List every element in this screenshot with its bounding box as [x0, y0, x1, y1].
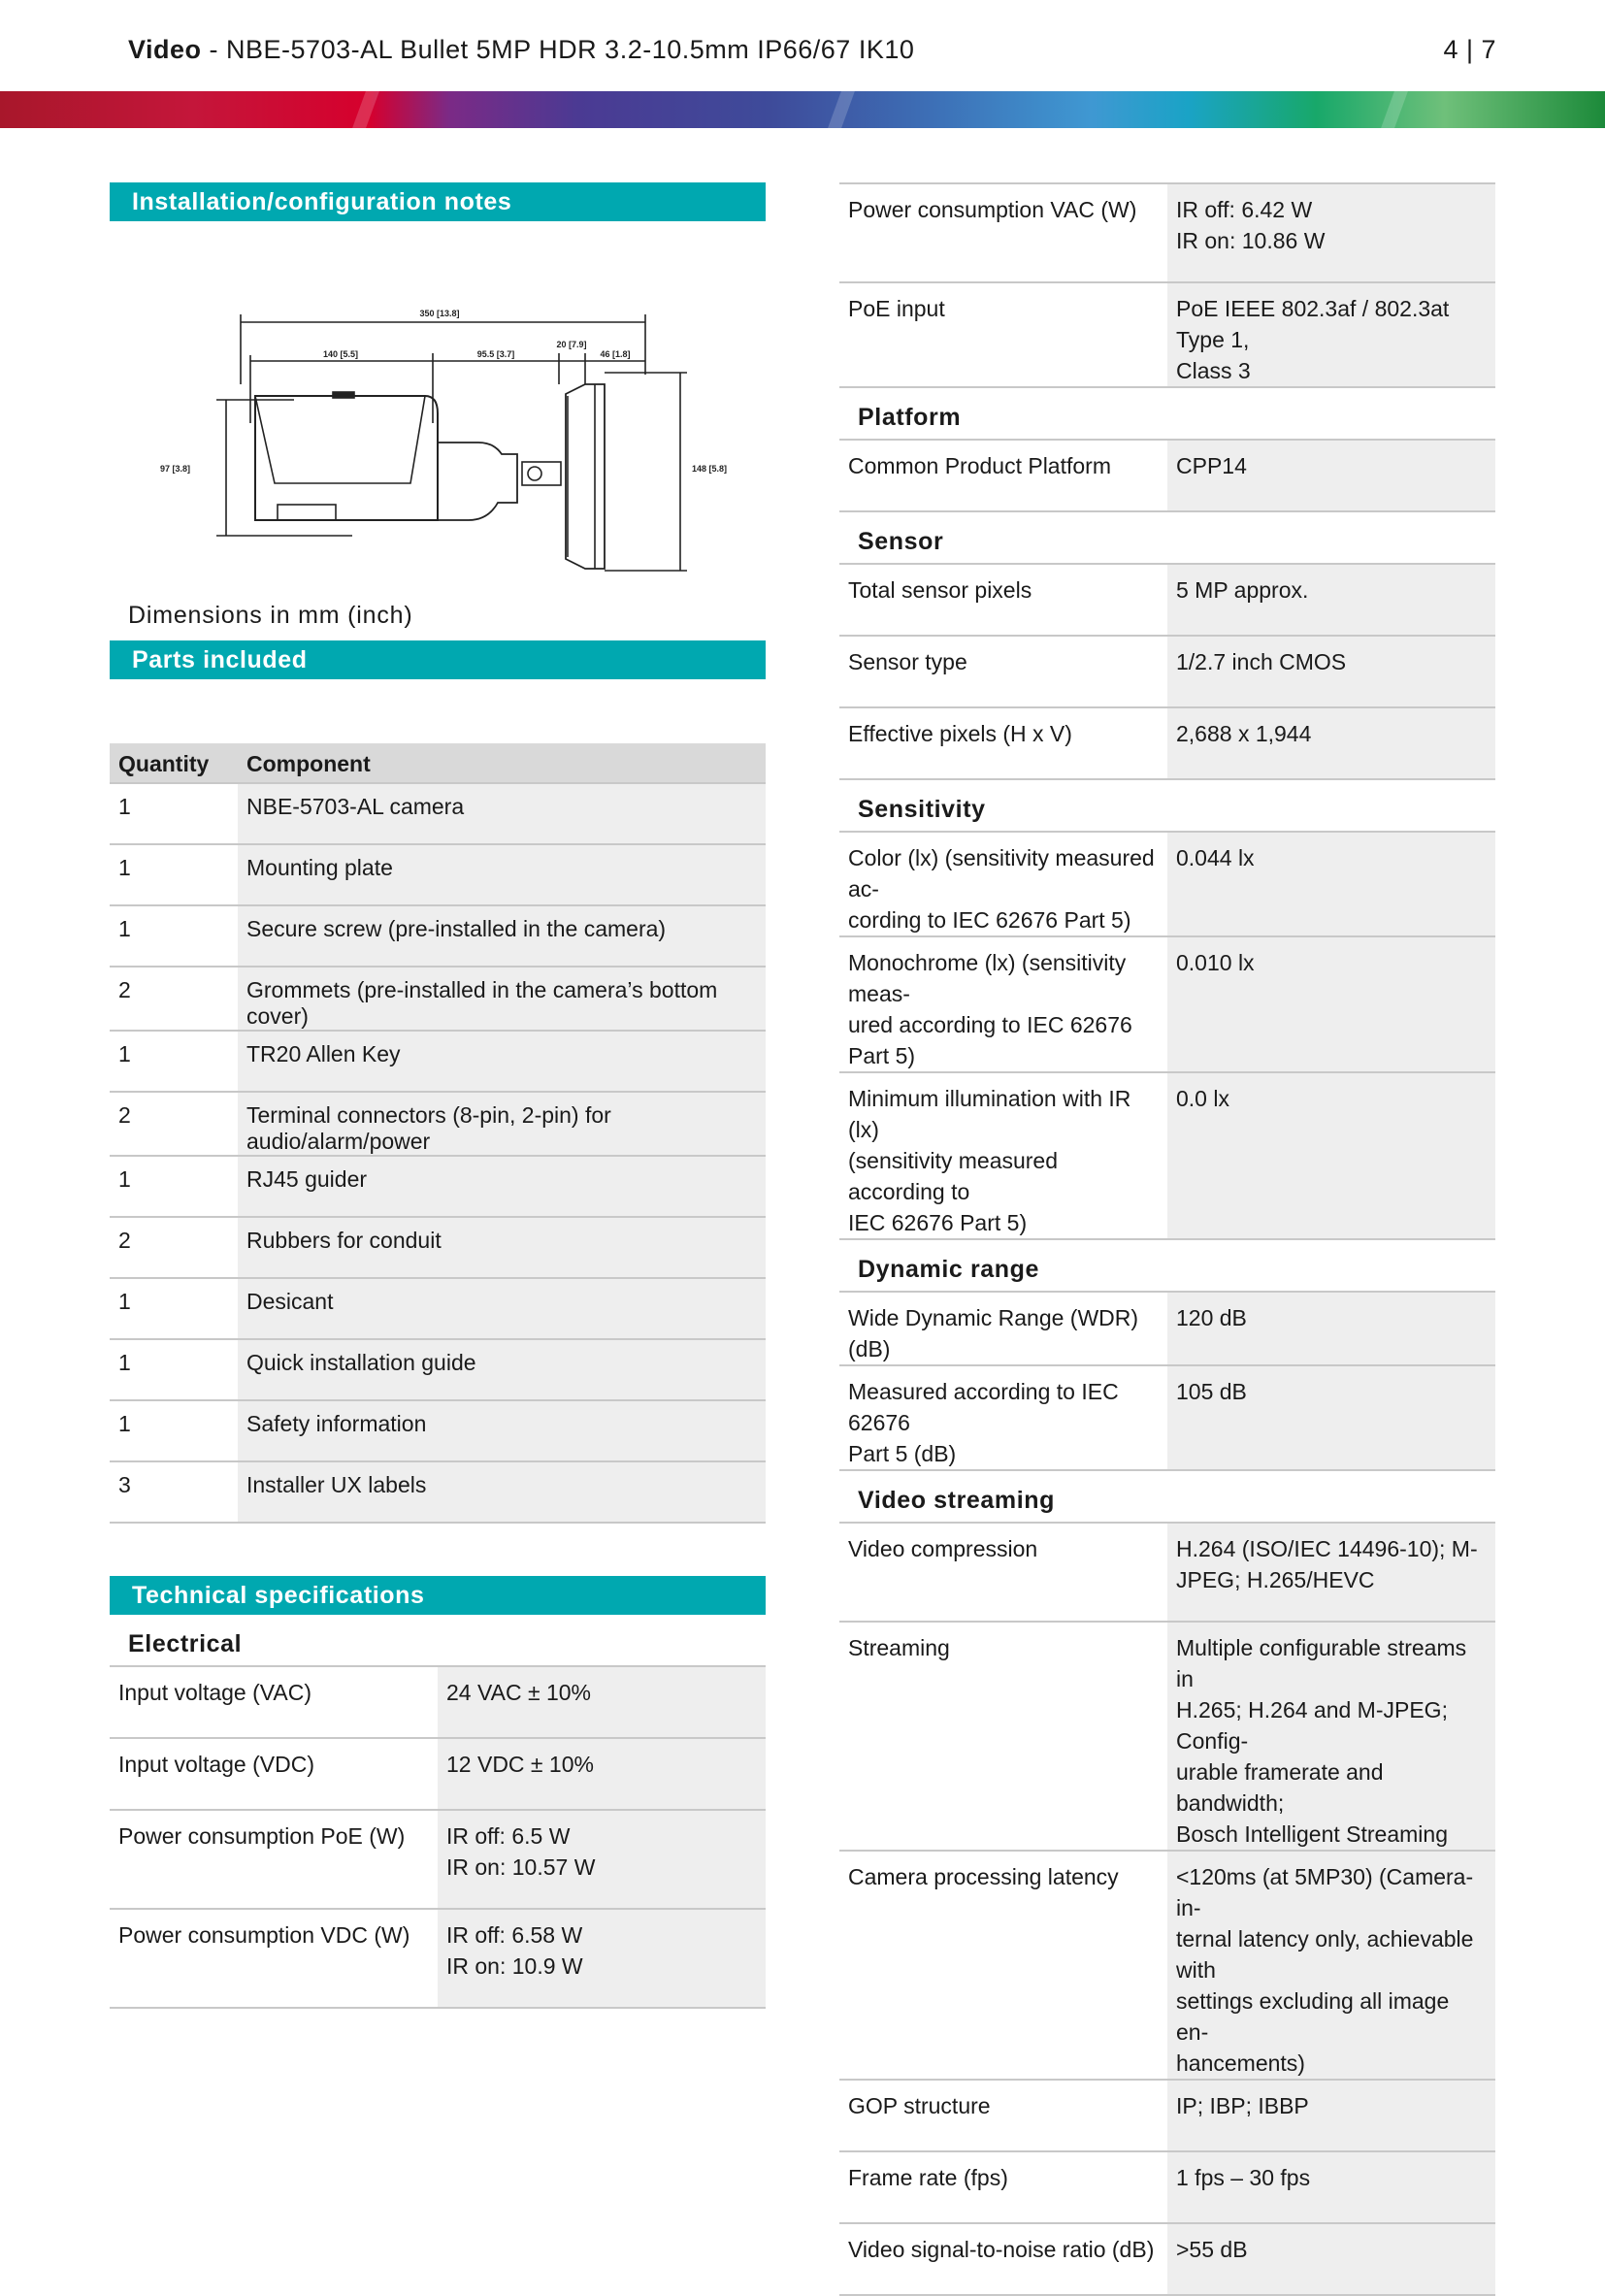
- page-number: 4 | 7: [1443, 35, 1496, 64]
- header-title: - NBE-5703-AL Bullet 5MP HDR 3.2-10.5mm IP66/67 IK10: [201, 35, 915, 64]
- part-component: Quick installation guide: [238, 1339, 766, 1400]
- spec-label-line: Power consumption VDC (W): [118, 1922, 410, 1948]
- spec-label-line: Video signal-to-noise ratio (dB): [848, 2237, 1155, 2262]
- spec-label-line: Color (lx) (sensitivity measured ac-: [848, 845, 1155, 902]
- camera-dimension-diagram: [148, 229, 770, 588]
- spec-label: [839, 707, 1167, 779]
- spec-value-line: 1 fps – 30 fps: [1176, 2165, 1311, 2190]
- spec-value-line: 12 VDC ± 10%: [446, 1752, 594, 1777]
- electrical-title: Electrical: [110, 1615, 766, 1667]
- spec-value: [1167, 184, 1495, 282]
- spec-label: [839, 184, 1167, 282]
- spec-row: [839, 2223, 1495, 2295]
- part-component: Desicant: [238, 1278, 766, 1339]
- spec-value: [1167, 636, 1495, 707]
- spec-value-line: PoE IEEE 802.3af / 802.3at Type 1,: [1176, 296, 1450, 352]
- part-quantity: 1: [110, 1278, 238, 1339]
- electrical-table: [110, 1667, 766, 2009]
- spec-row: [839, 2151, 1495, 2223]
- dim-mount-height: 148 [5.8]: [692, 464, 728, 474]
- parts-row: [110, 1156, 766, 1217]
- parts-row: [110, 1339, 766, 1400]
- spec-label: [839, 2223, 1167, 2295]
- spec-label-line: Minimum illumination with IR (lx): [848, 1086, 1131, 1142]
- parts-table: [110, 743, 766, 1524]
- spec-label-line: GOP structure: [848, 2093, 991, 2118]
- spec-label-line: IEC 62676 Part 5): [848, 1210, 1028, 1235]
- spec-label: [110, 1810, 438, 1909]
- spec-value: [1167, 936, 1495, 1072]
- spec-row: [839, 565, 1495, 636]
- dynamic-range-title: Dynamic range: [839, 1240, 1495, 1293]
- part-quantity: 3: [110, 1461, 238, 1523]
- spec-value: [1167, 282, 1495, 387]
- platform-title: Platform: [839, 388, 1495, 441]
- spec-label-line: Video compression: [848, 1536, 1038, 1561]
- spec-value: [1167, 833, 1495, 936]
- brand-color-band: [0, 91, 1605, 128]
- spec-label: [839, 441, 1167, 511]
- spec-label-line: Effective pixels (H x V): [848, 721, 1072, 746]
- spec-label-line: Frame rate (fps): [848, 2165, 1008, 2190]
- spec-row: [839, 936, 1495, 1072]
- section-install-heading: Installation/configuration notes: [110, 182, 766, 221]
- spec-value: [1167, 1851, 1495, 2080]
- part-component: Mounting plate: [238, 844, 766, 905]
- spec-value-line: Class 3: [1176, 358, 1251, 383]
- spec-label: [110, 1909, 438, 2008]
- header-category: Video: [128, 35, 202, 64]
- spec-value-line: 24 VAC ± 10%: [446, 1680, 591, 1705]
- spec-value: [1167, 2080, 1495, 2151]
- parts-row: [110, 1031, 766, 1092]
- dim-gap-length: 20 [7.9]: [556, 340, 587, 349]
- part-quantity: 1: [110, 844, 238, 905]
- parts-row: [110, 905, 766, 967]
- part-quantity: 1: [110, 1339, 238, 1400]
- dim-total-length: 350 [13.8]: [419, 309, 460, 318]
- spec-value-line: IR off: 6.5 W: [446, 1823, 571, 1849]
- spec-label-line: Input voltage (VDC): [118, 1752, 314, 1777]
- spec-label-line: Camera processing latency: [848, 1864, 1119, 1889]
- spec-value-line: urable framerate and bandwidth;: [1176, 1759, 1384, 1816]
- spec-row: [110, 1810, 766, 1909]
- dim-mid-length: 95.5 [3.7]: [476, 349, 515, 359]
- spec-row: [839, 282, 1495, 387]
- spec-value-line: IR off: 6.42 W: [1176, 197, 1313, 222]
- spec-label: [839, 2080, 1167, 2151]
- spec-value-line: 0.010 lx: [1176, 950, 1255, 975]
- spec-label: [839, 1851, 1167, 2080]
- spec-value-line: H.265; H.264 and M-JPEG; Config-: [1176, 1697, 1448, 1754]
- spec-value: [438, 1810, 766, 1909]
- spec-value-line: 120 dB: [1176, 1305, 1247, 1330]
- spec-label: [839, 833, 1167, 936]
- spec-value-line: settings excluding all image en-: [1176, 1988, 1450, 2045]
- part-component: TR20 Allen Key: [238, 1031, 766, 1092]
- spec-value: [1167, 1524, 1495, 1622]
- spec-label: [839, 1072, 1167, 1239]
- part-component: Installer UX labels: [238, 1461, 766, 1523]
- part-quantity: 2: [110, 967, 238, 1031]
- parts-row: [110, 1092, 766, 1156]
- part-component: Safety information: [238, 1400, 766, 1461]
- part-quantity: 1: [110, 1156, 238, 1217]
- spec-label-line: PoE input: [848, 296, 945, 321]
- spec-row: [839, 184, 1495, 282]
- parts-row: [110, 1400, 766, 1461]
- part-quantity: 2: [110, 1092, 238, 1156]
- parts-row: [110, 967, 766, 1031]
- left-column: [110, 182, 766, 2009]
- spec-label-line: (sensitivity measured according to: [848, 1148, 1059, 1204]
- spec-row: [839, 1072, 1495, 1239]
- sensitivity-title: Sensitivity: [839, 780, 1495, 833]
- parts-row: [110, 1278, 766, 1339]
- spec-value: [1167, 1365, 1495, 1470]
- spec-row: [839, 1524, 1495, 1622]
- spec-value-line: CPP14: [1176, 453, 1247, 478]
- dim-front-length: 140 [5.5]: [322, 349, 359, 359]
- spec-value: [438, 1667, 766, 1738]
- spacer: [110, 679, 766, 743]
- spec-value-line: Bosch Intelligent Streaming: [1176, 1821, 1448, 1847]
- video-streaming-title: Video streaming: [839, 1471, 1495, 1524]
- spec-label: [110, 1738, 438, 1810]
- spec-row: [110, 1909, 766, 2008]
- spec-value: [1167, 707, 1495, 779]
- spec-label-line: Input voltage (VAC): [118, 1680, 312, 1705]
- spec-label-line: Streaming: [848, 1635, 950, 1660]
- spec-label: [110, 1667, 438, 1738]
- spec-value: [1167, 2151, 1495, 2223]
- spec-value-line: H.264 (ISO/IEC 14496-10); M-: [1176, 1536, 1478, 1561]
- part-quantity: 1: [110, 905, 238, 967]
- spec-value-line: 1/2.7 inch CMOS: [1176, 649, 1347, 674]
- spec-label-line: Monochrome (lx) (sensitivity meas-: [848, 950, 1127, 1006]
- spec-label: [839, 1365, 1167, 1470]
- spec-value-line: <120ms (at 5MP30) (Camera-in-: [1176, 1864, 1474, 1920]
- spec-row: [839, 1293, 1495, 1365]
- spec-value-line: 105 dB: [1176, 1379, 1247, 1404]
- spec-value-line: 0.0 lx: [1176, 1086, 1229, 1111]
- spec-row: [839, 707, 1495, 779]
- spec-row: [839, 833, 1495, 936]
- part-component: Grommets (pre-installed in the camera’s bottom cover): [238, 967, 766, 1031]
- part-quantity: 1: [110, 783, 238, 844]
- part-quantity: 2: [110, 1217, 238, 1278]
- spec-value-line: 5 MP approx.: [1176, 577, 1309, 603]
- part-component: Secure screw (pre-installed in the camera): [238, 905, 766, 967]
- section-parts-heading: Parts included: [110, 640, 766, 679]
- spec-label: [839, 2151, 1167, 2223]
- spec-label: [839, 565, 1167, 636]
- spec-label-line: Power consumption PoE (W): [118, 1823, 406, 1849]
- sensor-title: Sensor: [839, 512, 1495, 565]
- spec-label: [839, 936, 1167, 1072]
- spec-value: [438, 1738, 766, 1810]
- spec-value-line: IR on: 10.57 W: [446, 1854, 596, 1880]
- spec-value-line: Multiple configurable streams in: [1176, 1635, 1467, 1691]
- spec-value: [1167, 441, 1495, 511]
- spec-row: [839, 1365, 1495, 1470]
- part-component: Rubbers for conduit: [238, 1217, 766, 1278]
- spec-label-line: Wide Dynamic Range (WDR) (dB): [848, 1305, 1139, 1361]
- spec-value: [1167, 1622, 1495, 1851]
- section-tech-heading: Technical specifications: [110, 1576, 766, 1615]
- dimension-drawing: [110, 221, 766, 590]
- spec-label-line: ured according to IEC 62676 Part 5): [848, 1012, 1132, 1068]
- spec-value-line: 0.044 lx: [1176, 845, 1255, 870]
- spec-label: [839, 636, 1167, 707]
- page-header: [128, 35, 1496, 78]
- spec-label: [839, 282, 1167, 387]
- spec-value-line: JPEG; H.265/HEVC: [1176, 1567, 1375, 1592]
- spec-row: [839, 636, 1495, 707]
- right-column: [839, 182, 1495, 2296]
- part-quantity: 1: [110, 1400, 238, 1461]
- spec-label-line: Part 5 (dB): [848, 1441, 957, 1466]
- spec-row: [839, 1851, 1495, 2080]
- spec-value-line: IP; IBP; IBBP: [1176, 2093, 1309, 2118]
- spacer: [110, 1524, 766, 1576]
- parts-row: [110, 1217, 766, 1278]
- spec-label-line: Total sensor pixels: [848, 577, 1032, 603]
- spec-label-line: Measured according to IEC 62676: [848, 1379, 1119, 1435]
- spec-value-line: IR on: 10.9 W: [446, 1953, 583, 1979]
- part-component: Terminal connectors (8-pin, 2-pin) for audio/alarm/power: [238, 1092, 766, 1156]
- spec-value: [1167, 565, 1495, 636]
- spec-label-line: cording to IEC 62676 Part 5): [848, 907, 1131, 933]
- figure-caption: Dimensions in mm (inch): [128, 602, 413, 629]
- spec-label: [839, 1293, 1167, 1365]
- spec-value-line: ternal latency only, achievable with: [1176, 1926, 1474, 1983]
- spec-row: [110, 1738, 766, 1810]
- dynamic-range-table: [839, 1293, 1495, 1471]
- col-quantity-header: Quantity: [110, 743, 238, 783]
- part-quantity: 1: [110, 1031, 238, 1092]
- spec-label-line: Power consumption VAC (W): [848, 197, 1137, 222]
- dim-body-height: 97 [3.8]: [160, 464, 191, 474]
- spec-row: [839, 441, 1495, 511]
- spec-row: [110, 1667, 766, 1738]
- spec-value-line: 2,688 x 1,944: [1176, 721, 1312, 746]
- spec-value-line: hancements): [1176, 2050, 1305, 2076]
- part-component: RJ45 guider: [238, 1156, 766, 1217]
- spec-value-line: IR off: 6.58 W: [446, 1922, 583, 1948]
- sensor-table: [839, 565, 1495, 780]
- part-component: NBE-5703-AL camera: [238, 783, 766, 844]
- parts-row: [110, 783, 766, 844]
- spec-label-line: Common Product Platform: [848, 453, 1111, 478]
- parts-row: [110, 844, 766, 905]
- spec-value: [1167, 2223, 1495, 2295]
- spec-value-line: IR on: 10.86 W: [1176, 228, 1326, 253]
- spec-row: [839, 1622, 1495, 1851]
- platform-table: [839, 441, 1495, 512]
- power-table: [839, 184, 1495, 388]
- sensitivity-table: [839, 833, 1495, 1240]
- dim-base-length: 46 [1.8]: [600, 349, 631, 359]
- spec-value: [1167, 1293, 1495, 1365]
- parts-row: [110, 1461, 766, 1523]
- spec-value: [438, 1909, 766, 2008]
- spec-value-line: >55 dB: [1176, 2237, 1248, 2262]
- spec-label: [839, 1524, 1167, 1622]
- spec-label: [839, 1622, 1167, 1851]
- video-streaming-table: [839, 1524, 1495, 2296]
- spec-value: [1167, 1072, 1495, 1239]
- spec-row: [839, 2080, 1495, 2151]
- spec-label-line: Sensor type: [848, 649, 967, 674]
- col-component-header: Component: [238, 743, 766, 783]
